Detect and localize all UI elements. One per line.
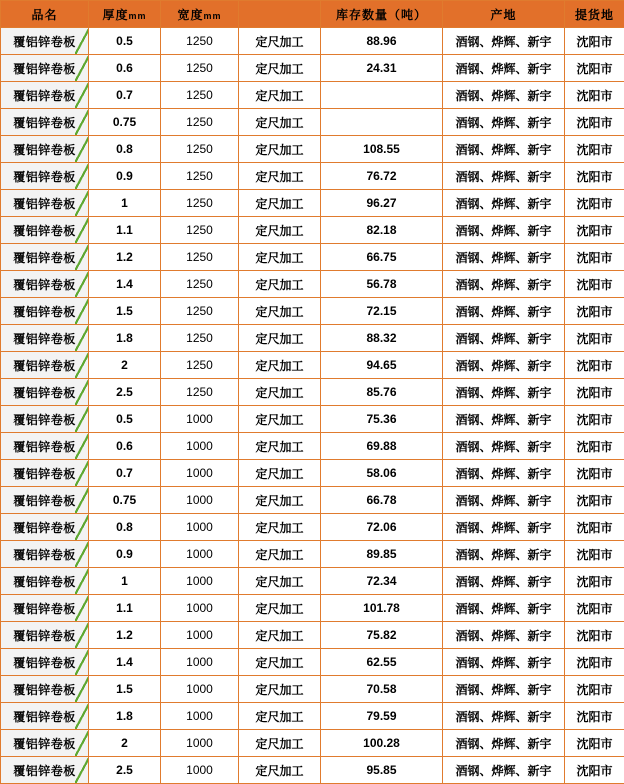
table-row [1, 217, 624, 244]
cell-product-name: 覆铝锌卷板 [1, 217, 89, 244]
table-row [1, 271, 624, 298]
cell-product-name: 覆铝锌卷板 [1, 325, 89, 352]
cell-product-name: 覆铝锌卷板 [1, 541, 89, 568]
cell-delivery: 沈阳市 [565, 487, 624, 514]
cell-width: 1000 [161, 649, 239, 676]
cell-process: 定尺加工 [239, 487, 321, 514]
cell-origin: 酒钢、烨辉、新宇 [443, 298, 565, 325]
cell-quantity [321, 109, 443, 136]
cell-process: 定尺加工 [239, 433, 321, 460]
table-row [1, 541, 624, 568]
table-row [1, 730, 624, 757]
cell-origin: 酒钢、烨辉、新宇 [443, 460, 565, 487]
cell-product-name: 覆铝锌卷板 [1, 109, 89, 136]
cell-process: 定尺加工 [239, 460, 321, 487]
cell-process: 定尺加工 [239, 352, 321, 379]
table-row [1, 595, 624, 622]
cell-thickness: 1.1 [89, 595, 161, 622]
column-header-delivery-label: 提货地 [575, 8, 614, 22]
cell-width: 1000 [161, 730, 239, 757]
cell-origin: 酒钢、烨辉、新宇 [443, 244, 565, 271]
cell-product-name: 覆铝锌卷板 [1, 460, 89, 487]
column-header-width-label: 宽度 [177, 8, 203, 22]
cell-process: 定尺加工 [239, 109, 321, 136]
table-header [1, 1, 624, 28]
table-row [1, 28, 624, 55]
cell-quantity: 85.76 [321, 379, 443, 406]
cell-width: 1000 [161, 433, 239, 460]
cell-thickness: 1.8 [89, 325, 161, 352]
cell-process: 定尺加工 [239, 595, 321, 622]
cell-delivery: 沈阳市 [565, 433, 624, 460]
cell-delivery: 沈阳市 [565, 298, 624, 325]
cell-process: 定尺加工 [239, 676, 321, 703]
cell-origin: 酒钢、烨辉、新宇 [443, 190, 565, 217]
cell-thickness: 0.5 [89, 28, 161, 55]
column-header-origin [443, 1, 565, 28]
cell-delivery: 沈阳市 [565, 541, 624, 568]
cell-delivery: 沈阳市 [565, 703, 624, 730]
cell-process: 定尺加工 [239, 217, 321, 244]
cell-delivery: 沈阳市 [565, 568, 624, 595]
table-row [1, 703, 624, 730]
cell-product-name: 覆铝锌卷板 [1, 379, 89, 406]
cell-origin: 酒钢、烨辉、新宇 [443, 82, 565, 109]
cell-quantity: 70.58 [321, 676, 443, 703]
cell-product-name: 覆铝锌卷板 [1, 487, 89, 514]
cell-width: 1250 [161, 28, 239, 55]
cell-delivery: 沈阳市 [565, 514, 624, 541]
cell-quantity: 72.15 [321, 298, 443, 325]
cell-quantity: 108.55 [321, 136, 443, 163]
column-header-width-unit: mm [204, 11, 222, 21]
cell-process: 定尺加工 [239, 541, 321, 568]
cell-process: 定尺加工 [239, 55, 321, 82]
table-row [1, 676, 624, 703]
cell-quantity: 88.96 [321, 28, 443, 55]
cell-delivery: 沈阳市 [565, 730, 624, 757]
cell-origin: 酒钢、烨辉、新宇 [443, 109, 565, 136]
cell-width: 1000 [161, 568, 239, 595]
cell-process: 定尺加工 [239, 163, 321, 190]
cell-quantity: 75.36 [321, 406, 443, 433]
cell-origin: 酒钢、烨辉、新宇 [443, 487, 565, 514]
cell-quantity: 79.59 [321, 703, 443, 730]
table-row [1, 379, 624, 406]
cell-origin: 酒钢、烨辉、新宇 [443, 406, 565, 433]
cell-delivery: 沈阳市 [565, 190, 624, 217]
column-header-name [1, 1, 89, 28]
cell-width: 1250 [161, 271, 239, 298]
cell-process: 定尺加工 [239, 136, 321, 163]
cell-width: 1000 [161, 460, 239, 487]
cell-quantity: 72.06 [321, 514, 443, 541]
column-header-thickness-unit: mm [129, 11, 147, 21]
table-row [1, 406, 624, 433]
table-row [1, 55, 624, 82]
cell-delivery: 沈阳市 [565, 649, 624, 676]
cell-process: 定尺加工 [239, 622, 321, 649]
cell-thickness: 0.8 [89, 136, 161, 163]
cell-product-name: 覆铝锌卷板 [1, 676, 89, 703]
cell-origin: 酒钢、烨辉、新宇 [443, 595, 565, 622]
cell-product-name: 覆铝锌卷板 [1, 649, 89, 676]
table-row [1, 514, 624, 541]
cell-width: 1250 [161, 82, 239, 109]
cell-thickness: 1.2 [89, 622, 161, 649]
cell-width: 1000 [161, 487, 239, 514]
table-row [1, 163, 624, 190]
cell-product-name: 覆铝锌卷板 [1, 406, 89, 433]
cell-width: 1250 [161, 379, 239, 406]
cell-width: 1000 [161, 541, 239, 568]
cell-product-name: 覆铝锌卷板 [1, 352, 89, 379]
cell-delivery: 沈阳市 [565, 379, 624, 406]
cell-thickness: 0.8 [89, 514, 161, 541]
column-header-origin-label: 产地 [490, 8, 516, 22]
cell-delivery: 沈阳市 [565, 352, 624, 379]
cell-origin: 酒钢、烨辉、新宇 [443, 352, 565, 379]
table-row [1, 325, 624, 352]
cell-width: 1250 [161, 352, 239, 379]
table-row [1, 622, 624, 649]
table-body [1, 28, 624, 784]
cell-origin: 酒钢、烨辉、新宇 [443, 649, 565, 676]
cell-width: 1250 [161, 109, 239, 136]
cell-product-name: 覆铝锌卷板 [1, 703, 89, 730]
cell-thickness: 1.5 [89, 298, 161, 325]
cell-delivery: 沈阳市 [565, 757, 624, 784]
cell-origin: 酒钢、烨辉、新宇 [443, 217, 565, 244]
cell-origin: 酒钢、烨辉、新宇 [443, 325, 565, 352]
cell-delivery: 沈阳市 [565, 406, 624, 433]
cell-thickness: 0.5 [89, 406, 161, 433]
table-row [1, 82, 624, 109]
cell-process: 定尺加工 [239, 325, 321, 352]
cell-delivery: 沈阳市 [565, 136, 624, 163]
column-header-thickness-label: 厚度 [102, 8, 128, 22]
column-header-name-label: 品名 [31, 8, 57, 22]
cell-width: 1250 [161, 163, 239, 190]
cell-product-name: 覆铝锌卷板 [1, 28, 89, 55]
cell-origin: 酒钢、烨辉、新宇 [443, 622, 565, 649]
cell-thickness: 0.7 [89, 460, 161, 487]
cell-delivery: 沈阳市 [565, 28, 624, 55]
cell-product-name: 覆铝锌卷板 [1, 595, 89, 622]
cell-delivery: 沈阳市 [565, 595, 624, 622]
cell-quantity: 88.32 [321, 325, 443, 352]
column-header-process [239, 1, 321, 28]
cell-delivery: 沈阳市 [565, 55, 624, 82]
cell-process: 定尺加工 [239, 730, 321, 757]
table-row [1, 190, 624, 217]
table-row [1, 487, 624, 514]
cell-process: 定尺加工 [239, 82, 321, 109]
cell-quantity: 94.65 [321, 352, 443, 379]
cell-thickness: 0.6 [89, 433, 161, 460]
cell-origin: 酒钢、烨辉、新宇 [443, 757, 565, 784]
cell-origin: 酒钢、烨辉、新宇 [443, 136, 565, 163]
cell-process: 定尺加工 [239, 271, 321, 298]
column-header-delivery [565, 1, 624, 28]
cell-origin: 酒钢、烨辉、新宇 [443, 379, 565, 406]
column-header-quantity [321, 1, 443, 28]
cell-quantity: 24.31 [321, 55, 443, 82]
table-row [1, 109, 624, 136]
cell-product-name: 覆铝锌卷板 [1, 136, 89, 163]
cell-quantity: 58.06 [321, 460, 443, 487]
cell-quantity: 69.88 [321, 433, 443, 460]
cell-product-name: 覆铝锌卷板 [1, 622, 89, 649]
cell-quantity: 76.72 [321, 163, 443, 190]
cell-thickness: 1 [89, 190, 161, 217]
cell-thickness: 1.8 [89, 703, 161, 730]
cell-width: 1250 [161, 55, 239, 82]
table-row [1, 352, 624, 379]
cell-thickness: 0.6 [89, 55, 161, 82]
cell-thickness: 1.4 [89, 271, 161, 298]
cell-origin: 酒钢、烨辉、新宇 [443, 514, 565, 541]
cell-width: 1000 [161, 406, 239, 433]
cell-thickness: 1.4 [89, 649, 161, 676]
cell-product-name: 覆铝锌卷板 [1, 271, 89, 298]
cell-thickness: 0.75 [89, 487, 161, 514]
cell-quantity: 89.85 [321, 541, 443, 568]
cell-thickness: 1.5 [89, 676, 161, 703]
cell-process: 定尺加工 [239, 703, 321, 730]
cell-delivery: 沈阳市 [565, 460, 624, 487]
cell-product-name: 覆铝锌卷板 [1, 82, 89, 109]
cell-thickness: 2 [89, 352, 161, 379]
cell-delivery: 沈阳市 [565, 325, 624, 352]
cell-quantity: 75.82 [321, 622, 443, 649]
cell-delivery: 沈阳市 [565, 271, 624, 298]
cell-thickness: 1.1 [89, 217, 161, 244]
cell-delivery: 沈阳市 [565, 217, 624, 244]
cell-thickness: 2.5 [89, 757, 161, 784]
cell-process: 定尺加工 [239, 649, 321, 676]
cell-quantity: 56.78 [321, 271, 443, 298]
cell-process: 定尺加工 [239, 514, 321, 541]
cell-thickness: 0.9 [89, 163, 161, 190]
cell-width: 1250 [161, 190, 239, 217]
cell-product-name: 覆铝锌卷板 [1, 163, 89, 190]
cell-width: 1000 [161, 757, 239, 784]
cell-width: 1250 [161, 298, 239, 325]
cell-origin: 酒钢、烨辉、新宇 [443, 433, 565, 460]
cell-process: 定尺加工 [239, 244, 321, 271]
cell-origin: 酒钢、烨辉、新宇 [443, 703, 565, 730]
cell-product-name: 覆铝锌卷板 [1, 757, 89, 784]
cell-quantity: 100.28 [321, 730, 443, 757]
cell-product-name: 覆铝锌卷板 [1, 568, 89, 595]
cell-product-name: 覆铝锌卷板 [1, 514, 89, 541]
cell-product-name: 覆铝锌卷板 [1, 244, 89, 271]
cell-thickness: 0.9 [89, 541, 161, 568]
cell-process: 定尺加工 [239, 757, 321, 784]
column-header-quantity-label: 库存数量（吨） [336, 8, 427, 22]
cell-quantity: 96.27 [321, 190, 443, 217]
cell-origin: 酒钢、烨辉、新宇 [443, 271, 565, 298]
cell-product-name: 覆铝锌卷板 [1, 190, 89, 217]
cell-width: 1250 [161, 244, 239, 271]
cell-process: 定尺加工 [239, 406, 321, 433]
cell-delivery: 沈阳市 [565, 109, 624, 136]
cell-product-name: 覆铝锌卷板 [1, 55, 89, 82]
cell-delivery: 沈阳市 [565, 244, 624, 271]
cell-origin: 酒钢、烨辉、新宇 [443, 163, 565, 190]
cell-width: 1250 [161, 136, 239, 163]
cell-quantity: 95.85 [321, 757, 443, 784]
table-row [1, 298, 624, 325]
cell-width: 1250 [161, 217, 239, 244]
cell-quantity: 72.34 [321, 568, 443, 595]
cell-quantity: 82.18 [321, 217, 443, 244]
cell-origin: 酒钢、烨辉、新宇 [443, 730, 565, 757]
cell-delivery: 沈阳市 [565, 622, 624, 649]
cell-width: 1000 [161, 514, 239, 541]
table-row [1, 757, 624, 784]
cell-quantity: 66.75 [321, 244, 443, 271]
table-row [1, 568, 624, 595]
cell-thickness: 1 [89, 568, 161, 595]
cell-width: 1000 [161, 676, 239, 703]
cell-product-name: 覆铝锌卷板 [1, 433, 89, 460]
table-row [1, 433, 624, 460]
cell-delivery: 沈阳市 [565, 676, 624, 703]
cell-quantity: 101.78 [321, 595, 443, 622]
cell-thickness: 1.2 [89, 244, 161, 271]
cell-process: 定尺加工 [239, 28, 321, 55]
cell-thickness: 2 [89, 730, 161, 757]
cell-thickness: 0.7 [89, 82, 161, 109]
table-row [1, 460, 624, 487]
table-row [1, 649, 624, 676]
cell-thickness: 2.5 [89, 379, 161, 406]
cell-origin: 酒钢、烨辉、新宇 [443, 28, 565, 55]
cell-product-name: 覆铝锌卷板 [1, 298, 89, 325]
cell-process: 定尺加工 [239, 568, 321, 595]
cell-delivery: 沈阳市 [565, 82, 624, 109]
cell-origin: 酒钢、烨辉、新宇 [443, 541, 565, 568]
cell-quantity: 62.55 [321, 649, 443, 676]
cell-process: 定尺加工 [239, 298, 321, 325]
cell-width: 1000 [161, 622, 239, 649]
cell-width: 1250 [161, 325, 239, 352]
column-header-thickness [89, 1, 161, 28]
cell-delivery: 沈阳市 [565, 163, 624, 190]
cell-width: 1000 [161, 703, 239, 730]
cell-origin: 酒钢、烨辉、新宇 [443, 55, 565, 82]
cell-quantity [321, 82, 443, 109]
cell-product-name: 覆铝锌卷板 [1, 730, 89, 757]
cell-process: 定尺加工 [239, 379, 321, 406]
cell-width: 1000 [161, 595, 239, 622]
cell-process: 定尺加工 [239, 190, 321, 217]
table-row [1, 136, 624, 163]
table-row [1, 244, 624, 271]
cell-origin: 酒钢、烨辉、新宇 [443, 676, 565, 703]
cell-origin: 酒钢、烨辉、新宇 [443, 568, 565, 595]
table-header-row [1, 1, 624, 28]
column-header-width [161, 1, 239, 28]
cell-quantity: 66.78 [321, 487, 443, 514]
cell-thickness: 0.75 [89, 109, 161, 136]
